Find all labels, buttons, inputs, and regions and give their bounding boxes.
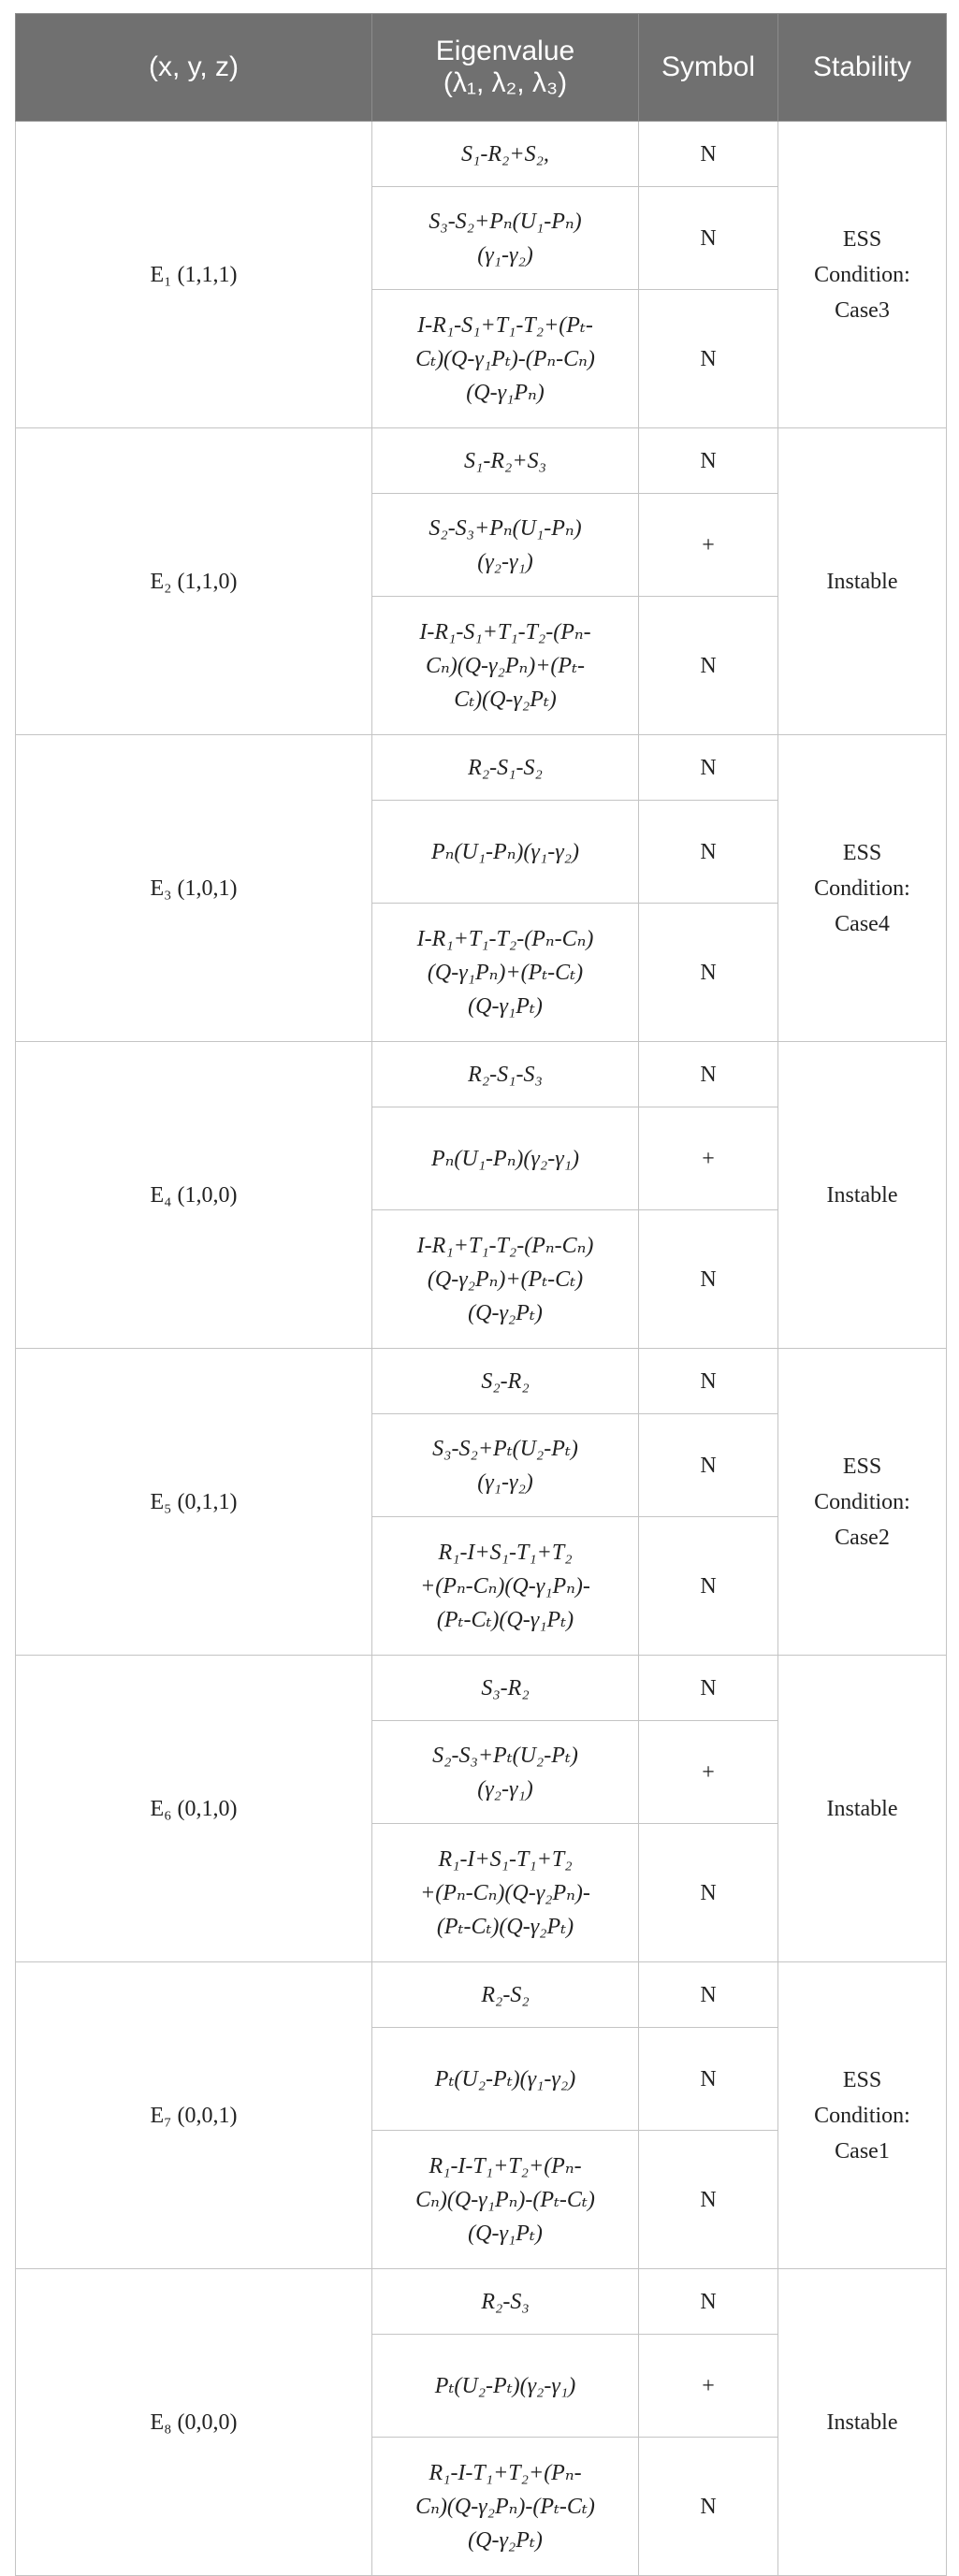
stability-line: ESS xyxy=(842,840,882,865)
symbol-cell: N xyxy=(639,1414,778,1517)
eigenvalue-line: Cₙ)(Q-γ₂Pₙ)-(Pₜ-Cₜ) xyxy=(415,2494,595,2519)
eigenvalue-cell xyxy=(372,1042,639,1107)
eigenvalue-line: R₂-S₁-S₃ xyxy=(468,1062,543,1087)
eigenvalue-cell xyxy=(372,735,639,801)
eigenvalue-cell xyxy=(372,2028,639,2131)
eigenvalue-line: S₂-R₂ xyxy=(481,1368,530,1394)
symbol-cell: + xyxy=(639,2335,778,2438)
stability-line: Case2 xyxy=(835,1525,890,1550)
symbol-cell: N xyxy=(639,2131,778,2269)
eigenvalue-line: (Pₜ-Cₜ)(Q-γ₂Pₜ) xyxy=(436,1914,574,1939)
eigenvalue-cell xyxy=(372,1107,639,1210)
eigenvalue-line: S₂-S₃+Pₙ(U₁-Pₙ) xyxy=(429,515,582,541)
symbol-cell: N xyxy=(639,1962,778,2028)
eigenvalue-line: Pₜ(U₂-Pₜ)(γ₁-γ₂) xyxy=(434,2066,576,2091)
symbol-cell: N xyxy=(639,428,778,494)
stability-line: Case4 xyxy=(835,911,890,936)
symbol-cell: N xyxy=(639,597,778,735)
eigenvalue-line: S₁-R₂+S₃ xyxy=(464,448,546,473)
eigenvalue-cell xyxy=(372,2438,639,2576)
table-row xyxy=(16,1962,947,2028)
stability-cell xyxy=(778,1349,947,1656)
stability-cell xyxy=(778,735,947,1042)
stability-line: Condition: xyxy=(814,2103,910,2128)
eigenvalue-line: R₂-S₃ xyxy=(481,2289,530,2314)
eigenvalue-line: Cₙ)(Q-γ₁Pₙ)-(Pₜ-Cₜ) xyxy=(415,2187,595,2212)
eigenvalue-line: S₃-R₂ xyxy=(481,1675,530,1700)
eigenvalue-line: S₁-R₂+S₂, xyxy=(461,141,549,166)
eigenvalue-line: R₁-I-T₁+T₂+(Pₙ- xyxy=(429,2153,582,2178)
eigenvalue-line: I-R₁+T₁-T₂-(Pₙ-Cₙ) xyxy=(416,926,594,951)
eigenvalue-line: (Q-γ₁Pₜ) xyxy=(468,993,543,1019)
header-eigenvalue-symbols: (λ₁, λ₂, λ₃) xyxy=(443,67,568,98)
stability-cell xyxy=(778,122,947,428)
eigenvalue-cell xyxy=(372,801,639,904)
symbol-cell: N xyxy=(639,1824,778,1962)
eigenvalue-cell xyxy=(372,1349,639,1414)
symbol-cell: + xyxy=(639,1107,778,1210)
equilibrium-point: E₇ (0,0,1) xyxy=(16,1962,372,2269)
stability-line: Case1 xyxy=(835,2138,890,2164)
stability-line: Case3 xyxy=(835,297,890,323)
header-symbol: Symbol xyxy=(639,14,778,122)
eigenvalue-line: R₂-S₁-S₂ xyxy=(468,755,543,780)
eigenvalue-line: I-R₁+T₁-T₂-(Pₙ-Cₙ) xyxy=(416,1233,594,1258)
header-point: (x, y, z) xyxy=(16,14,372,122)
table-row xyxy=(16,428,947,494)
symbol-cell: N xyxy=(639,1210,778,1349)
symbol-cell: N xyxy=(639,801,778,904)
symbol-cell: + xyxy=(639,494,778,597)
eigenvalue-line: (γ₁-γ₂) xyxy=(477,242,533,268)
equilibrium-point: E₂ (1,1,0) xyxy=(16,428,372,735)
table-row xyxy=(16,1349,947,1414)
stability-line: Instable xyxy=(826,1796,898,1821)
symbol-cell: N xyxy=(639,2028,778,2131)
eigenvalue-cell xyxy=(372,1414,639,1517)
eigenvalue-cell xyxy=(372,290,639,428)
stability-line: Condition: xyxy=(814,1489,910,1514)
eigenvalue-line: (Q-γ₁Pₙ) xyxy=(466,380,545,405)
table-row xyxy=(16,122,947,187)
equilibrium-point: E₄ (1,0,0) xyxy=(16,1042,372,1349)
eigenvalue-line: Cₙ)(Q-γ₂Pₙ)+(Pₜ- xyxy=(426,653,585,678)
symbol-cell: N xyxy=(639,1656,778,1721)
eigenvalue-cell xyxy=(372,597,639,735)
table-body xyxy=(16,122,947,2576)
eigenvalue-line: (Q-γ₂Pₙ)+(Pₜ-Cₜ) xyxy=(427,1266,584,1292)
symbol-cell: + xyxy=(639,1721,778,1824)
eigenvalue-line: R₁-I+S₁-T₁+T₂ xyxy=(438,1846,573,1872)
stability-cell xyxy=(778,1042,947,1349)
eigenvalue-line: (Pₜ-Cₜ)(Q-γ₁Pₜ) xyxy=(436,1607,574,1632)
eigenvalue-line: (γ₂-γ₁) xyxy=(477,549,533,574)
eigenvalue-line: S₂-S₃+Pₜ(U₂-Pₜ) xyxy=(432,1743,578,1768)
eigenvalue-line: Pₜ(U₂-Pₜ)(γ₂-γ₁) xyxy=(434,2373,576,2398)
eigenvalue-cell xyxy=(372,122,639,187)
equilibrium-point: E₆ (0,1,0) xyxy=(16,1656,372,1962)
stability-line: ESS xyxy=(842,2067,882,2092)
eigenvalue-line: I-R₁-S₁+T₁-T₂+(Pₜ- xyxy=(417,312,593,338)
symbol-cell: N xyxy=(639,2438,778,2576)
eigenvalue-line: S₃-S₂+Pₙ(U₁-Pₙ) xyxy=(429,209,582,234)
stability-line: ESS xyxy=(842,226,882,252)
symbol-cell: N xyxy=(639,187,778,290)
eigenvalue-line: (γ₁-γ₂) xyxy=(477,1469,533,1495)
stability-line: Instable xyxy=(826,2410,898,2435)
eigenvalue-cell xyxy=(372,494,639,597)
eigenvalue-cell xyxy=(372,1210,639,1349)
symbol-cell: N xyxy=(639,290,778,428)
eigenvalue-line: (Q-γ₁Pₜ) xyxy=(468,2221,543,2246)
stability-cell xyxy=(778,1962,947,2269)
eigenvalue-line: Pₙ(U₁-Pₙ)(γ₁-γ₂) xyxy=(430,839,579,864)
eigenvalue-line: (Q-γ₂Pₜ) xyxy=(468,1300,543,1325)
eigenvalue-cell xyxy=(372,1824,639,1962)
table-row xyxy=(16,2269,947,2335)
table-row xyxy=(16,735,947,801)
eigenvalue-line: +(Pₙ-Cₙ)(Q-γ₂Pₙ)- xyxy=(420,1880,590,1905)
stability-line: Instable xyxy=(826,569,898,594)
eigenvalue-line: R₁-I+S₁-T₁+T₂ xyxy=(438,1540,573,1565)
eigenvalue-line: Cₜ)(Q-γ₂Pₜ) xyxy=(454,687,557,712)
eigenvalue-line: +(Pₙ-Cₙ)(Q-γ₁Pₙ)- xyxy=(420,1573,590,1599)
eigenvalue-cell xyxy=(372,1721,639,1824)
header-stability: Stability xyxy=(778,14,947,122)
symbol-cell: N xyxy=(639,1517,778,1656)
symbol-cell: N xyxy=(639,904,778,1042)
eigenvalue-line: Cₜ)(Q-γ₁Pₜ)-(Pₙ-Cₙ) xyxy=(415,346,595,371)
eigenvalue-line: Pₙ(U₁-Pₙ)(γ₂-γ₁) xyxy=(430,1146,579,1171)
eigenvalue-cell xyxy=(372,2131,639,2269)
eigenvalue-cell xyxy=(372,904,639,1042)
stability-line: Condition: xyxy=(814,876,910,901)
table-row xyxy=(16,1042,947,1107)
equilibrium-point: E₃ (1,0,1) xyxy=(16,735,372,1042)
eigenvalue-line: I-R₁-S₁+T₁-T₂-(Pₙ- xyxy=(419,619,591,644)
equilibrium-point: E₁ (1,1,1) xyxy=(16,122,372,428)
eigenvalue-cell xyxy=(372,428,639,494)
header-eigenvalue-title: Eigenvalue xyxy=(435,36,575,66)
symbol-cell: N xyxy=(639,122,778,187)
eigenvalue-line: S₃-S₂+Pₜ(U₂-Pₜ) xyxy=(432,1436,578,1461)
eigenvalue-cell xyxy=(372,1962,639,2028)
eigenvalue-line: R₁-I-T₁+T₂+(Pₙ- xyxy=(429,2460,582,2485)
symbol-cell: N xyxy=(639,2269,778,2335)
stability-line: Condition: xyxy=(814,262,910,287)
eigenvalue-cell xyxy=(372,2269,639,2335)
stability-cell xyxy=(778,1656,947,1962)
table-header xyxy=(16,14,947,122)
eigenvalue-stability-table xyxy=(15,13,947,2576)
header-eigenvalue xyxy=(372,14,639,122)
eigenvalue-line: (Q-γ₁Pₙ)+(Pₜ-Cₜ) xyxy=(427,960,584,985)
table-row xyxy=(16,1656,947,1721)
eigenvalue-cell xyxy=(372,1517,639,1656)
symbol-cell: N xyxy=(639,1042,778,1107)
eigenvalue-cell xyxy=(372,1656,639,1721)
eigenvalue-line: R₂-S₂ xyxy=(481,1982,530,2007)
eigenvalue-cell xyxy=(372,2335,639,2438)
stability-line: Instable xyxy=(826,1182,898,1208)
eigenvalue-cell xyxy=(372,187,639,290)
symbol-cell: N xyxy=(639,1349,778,1414)
eigenvalue-line: (γ₂-γ₁) xyxy=(477,1776,533,1802)
stability-line: ESS xyxy=(842,1454,882,1479)
stability-cell xyxy=(778,2269,947,2576)
equilibrium-point: E₈ (0,0,0) xyxy=(16,2269,372,2576)
stability-cell xyxy=(778,428,947,735)
symbol-cell: N xyxy=(639,735,778,801)
eigenvalue-line: (Q-γ₂Pₜ) xyxy=(468,2527,543,2553)
equilibrium-point: E₅ (0,1,1) xyxy=(16,1349,372,1656)
